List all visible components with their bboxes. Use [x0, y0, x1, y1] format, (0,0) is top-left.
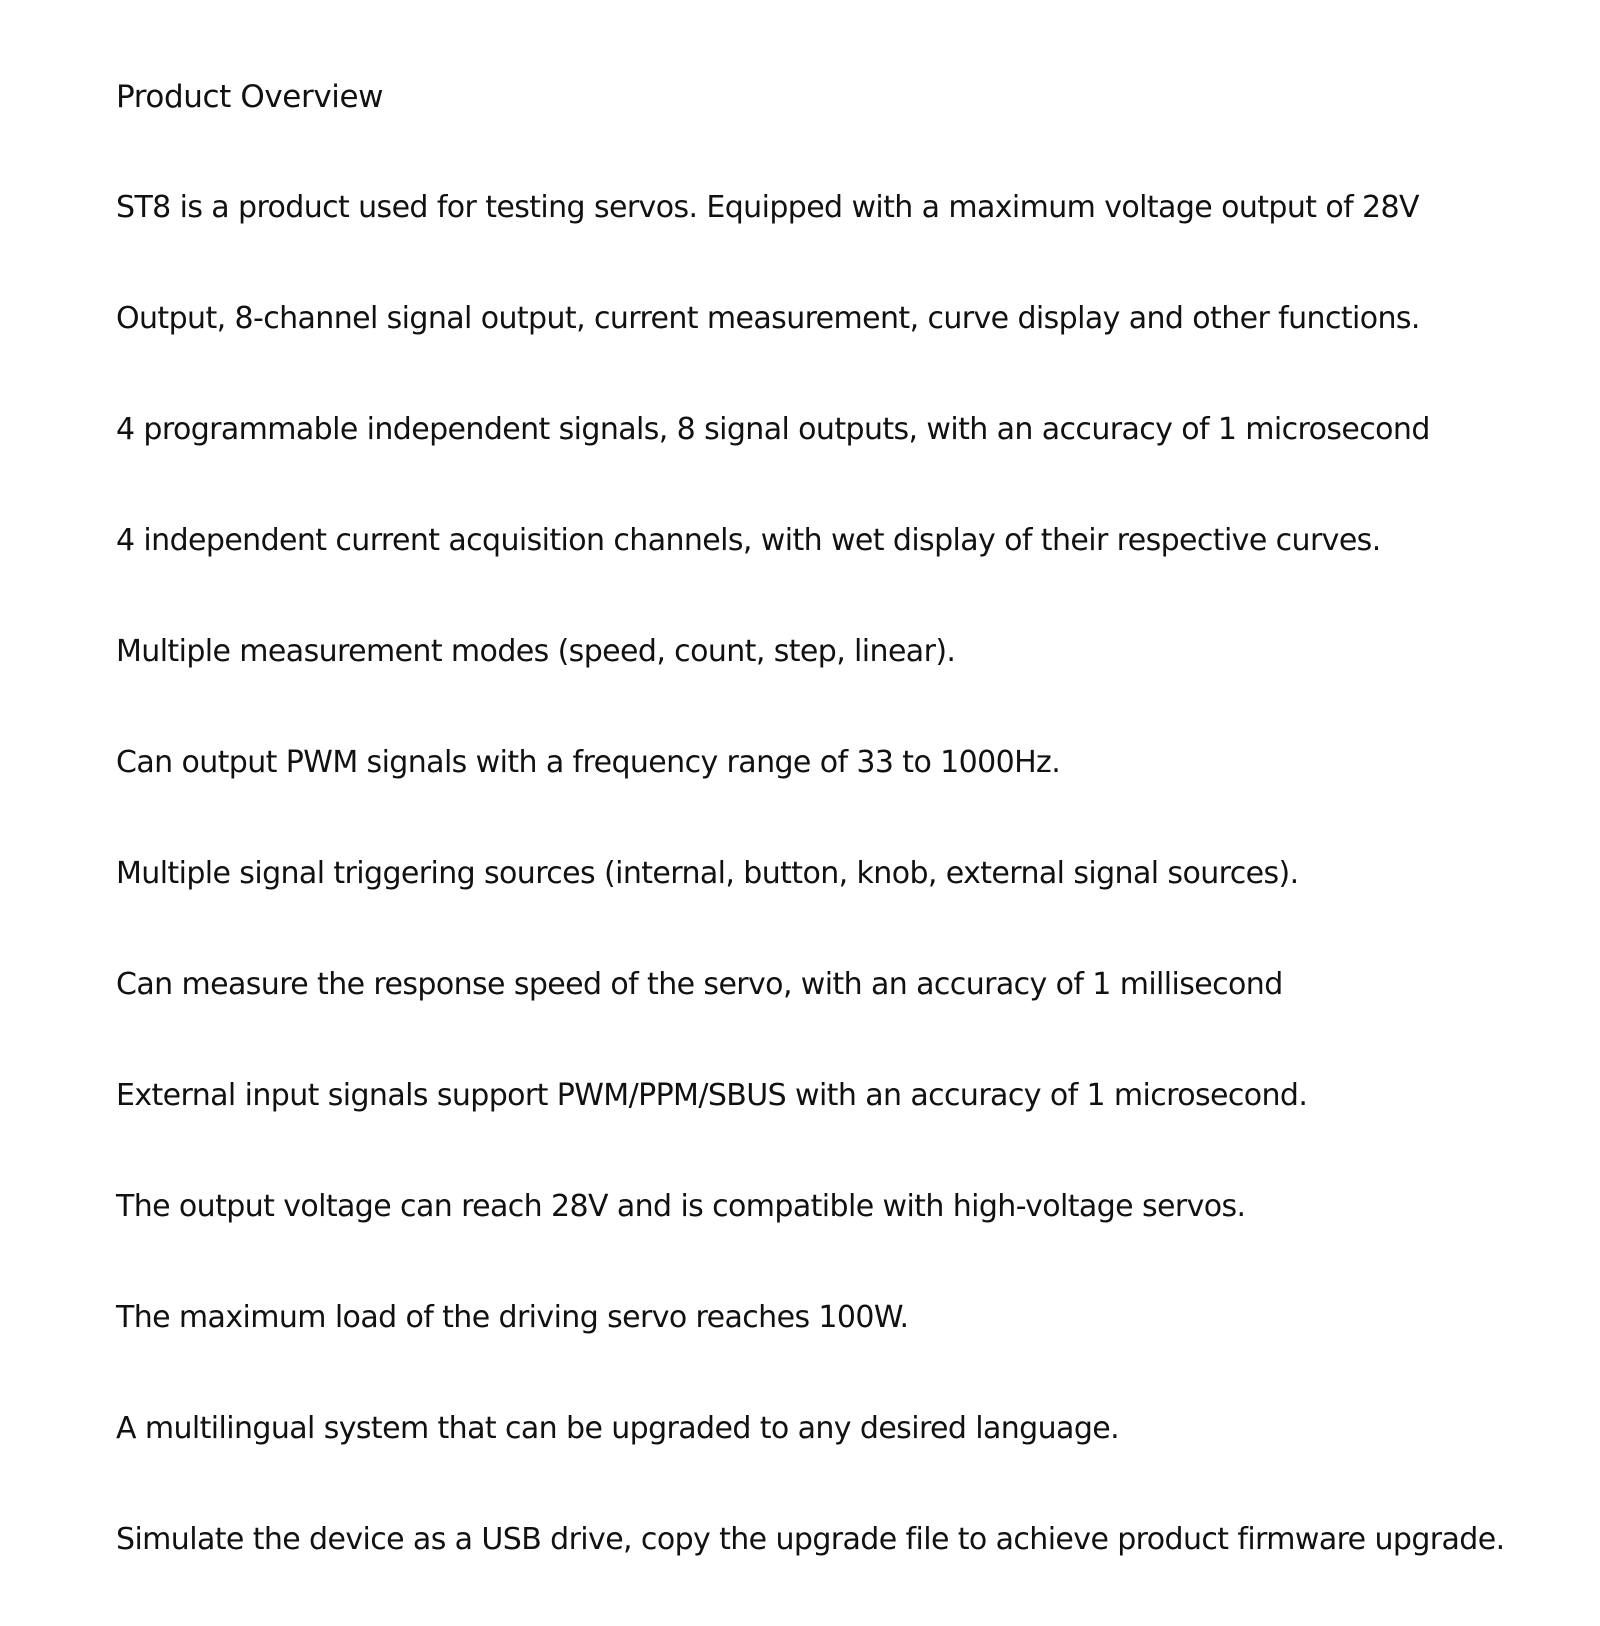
- feature-line-response-speed: Can measure the response speed of the servo, with an accuracy of 1 millisecond: [116, 967, 1283, 1002]
- document-title: Product Overview: [116, 79, 384, 115]
- feature-line-usb-upgrade: Simulate the device as a USB drive, copy the upgrade file to achieve product firmware upgrade.: [116, 1522, 1505, 1557]
- overview-line-intro: ST8 is a product used for testing servos. Equipped with a maximum voltage output of 28V: [116, 190, 1419, 225]
- product-overview-document: [116, 72, 1586, 1626]
- feature-line-multilingual: A multilingual system that can be upgraded to any desired language.: [116, 1411, 1120, 1446]
- feature-line-measurement-modes: Multiple measurement modes (speed, count, step, linear).: [116, 634, 956, 669]
- feature-line-pwm-frequency: Can output PWM signals with a frequency range of 33 to 1000Hz.: [116, 745, 1061, 780]
- feature-line-trigger-sources: Multiple signal triggering sources (internal, button, knob, external signal sources).: [116, 856, 1299, 891]
- feature-line-programmable-signals: 4 programmable independent signals, 8 signal outputs, with an accuracy of 1 microsecond: [116, 412, 1430, 447]
- feature-line-output-voltage: The output voltage can reach 28V and is compatible with high-voltage servos.: [116, 1189, 1246, 1224]
- feature-line-current-channels: 4 independent current acquisition channels, with wet display of their respective curves.: [116, 523, 1381, 558]
- feature-line-external-input: External input signals support PWM/PPM/SBUS with an accuracy of 1 microsecond.: [116, 1078, 1308, 1113]
- overview-line-functions: Output, 8-channel signal output, current measurement, curve display and other functions.: [116, 301, 1420, 336]
- feature-line-max-load: The maximum load of the driving servo reaches 100W.: [116, 1300, 909, 1335]
